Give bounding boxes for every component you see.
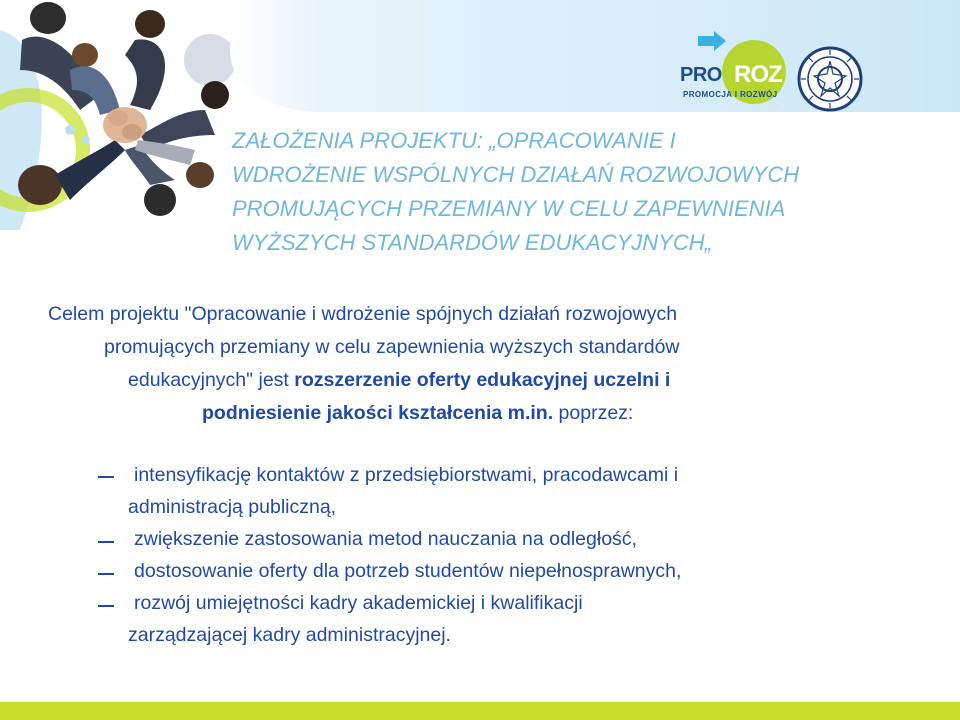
goal-line4-plain: poprzez:	[553, 402, 634, 424]
title-line4: WYŻSZYCH STANDARDÓW EDUKACYJNYCH„	[232, 230, 712, 255]
bullet-dash-icon	[98, 541, 114, 543]
bullet-dash-icon	[98, 605, 114, 607]
goal-line3	[48, 364, 928, 397]
goal-line3-bold: rozszerzenie oferty edukacyjnej uczelni i	[294, 369, 671, 391]
logo-roz-text: ROZ	[734, 61, 782, 88]
title-line1: „OPRACOWANIE I	[489, 128, 676, 153]
list-item-continuation: administracją publiczną,	[128, 496, 337, 518]
goal-line2: promujących przemiany w celu zapewnienia wyższych standardów	[104, 336, 680, 358]
title-line2: WDROŻENIE WSPÓLNYCH DZIAŁAŃ ROZWOJOWYCH	[232, 162, 800, 187]
footer-bar	[0, 702, 960, 720]
logo-pro-text: PRO	[680, 64, 722, 86]
team-hands-photo	[0, 0, 240, 240]
list-item: intensyfikację kontaktów z przedsiębiorstwami, pracodawcami i	[134, 464, 679, 486]
list-item: rozwój umiejętności kadry akademickiej i kwalifikacji	[134, 592, 583, 614]
title-prefix: ZAŁOŻENIA PROJEKTU:	[232, 128, 490, 153]
goal-line1: Celem projektu "Opracowanie i wdrożenie spójnych działań rozwojowych	[48, 303, 678, 325]
project-goal-paragraph	[48, 298, 928, 430]
list-item: zwiększenie zastosowania metod nauczania na odległość,	[134, 528, 637, 550]
title-line3: PROMUJĄCYCH PRZEMIANY W CELU ZAPEWNIENIA	[232, 196, 786, 221]
goal-line4	[48, 397, 928, 430]
bullet-dash-icon	[98, 573, 114, 575]
bullet-dash-icon	[98, 476, 114, 478]
project-title	[232, 124, 932, 260]
list-item: dostosowanie oferty dla potrzeb studentów niepełnosprawnych,	[134, 560, 682, 582]
university-seal-icon	[797, 46, 863, 112]
goal-line3-plain: edukacyjnych" jest	[128, 369, 295, 391]
list-item-continuation: zarządzającej kadry administracyjnej.	[128, 624, 451, 646]
logo-tagline: PROMOCJA I ROZWÓJ	[683, 90, 778, 99]
goal-line4-bold: podniesienie jakości kształcenia m.in.	[202, 402, 554, 424]
